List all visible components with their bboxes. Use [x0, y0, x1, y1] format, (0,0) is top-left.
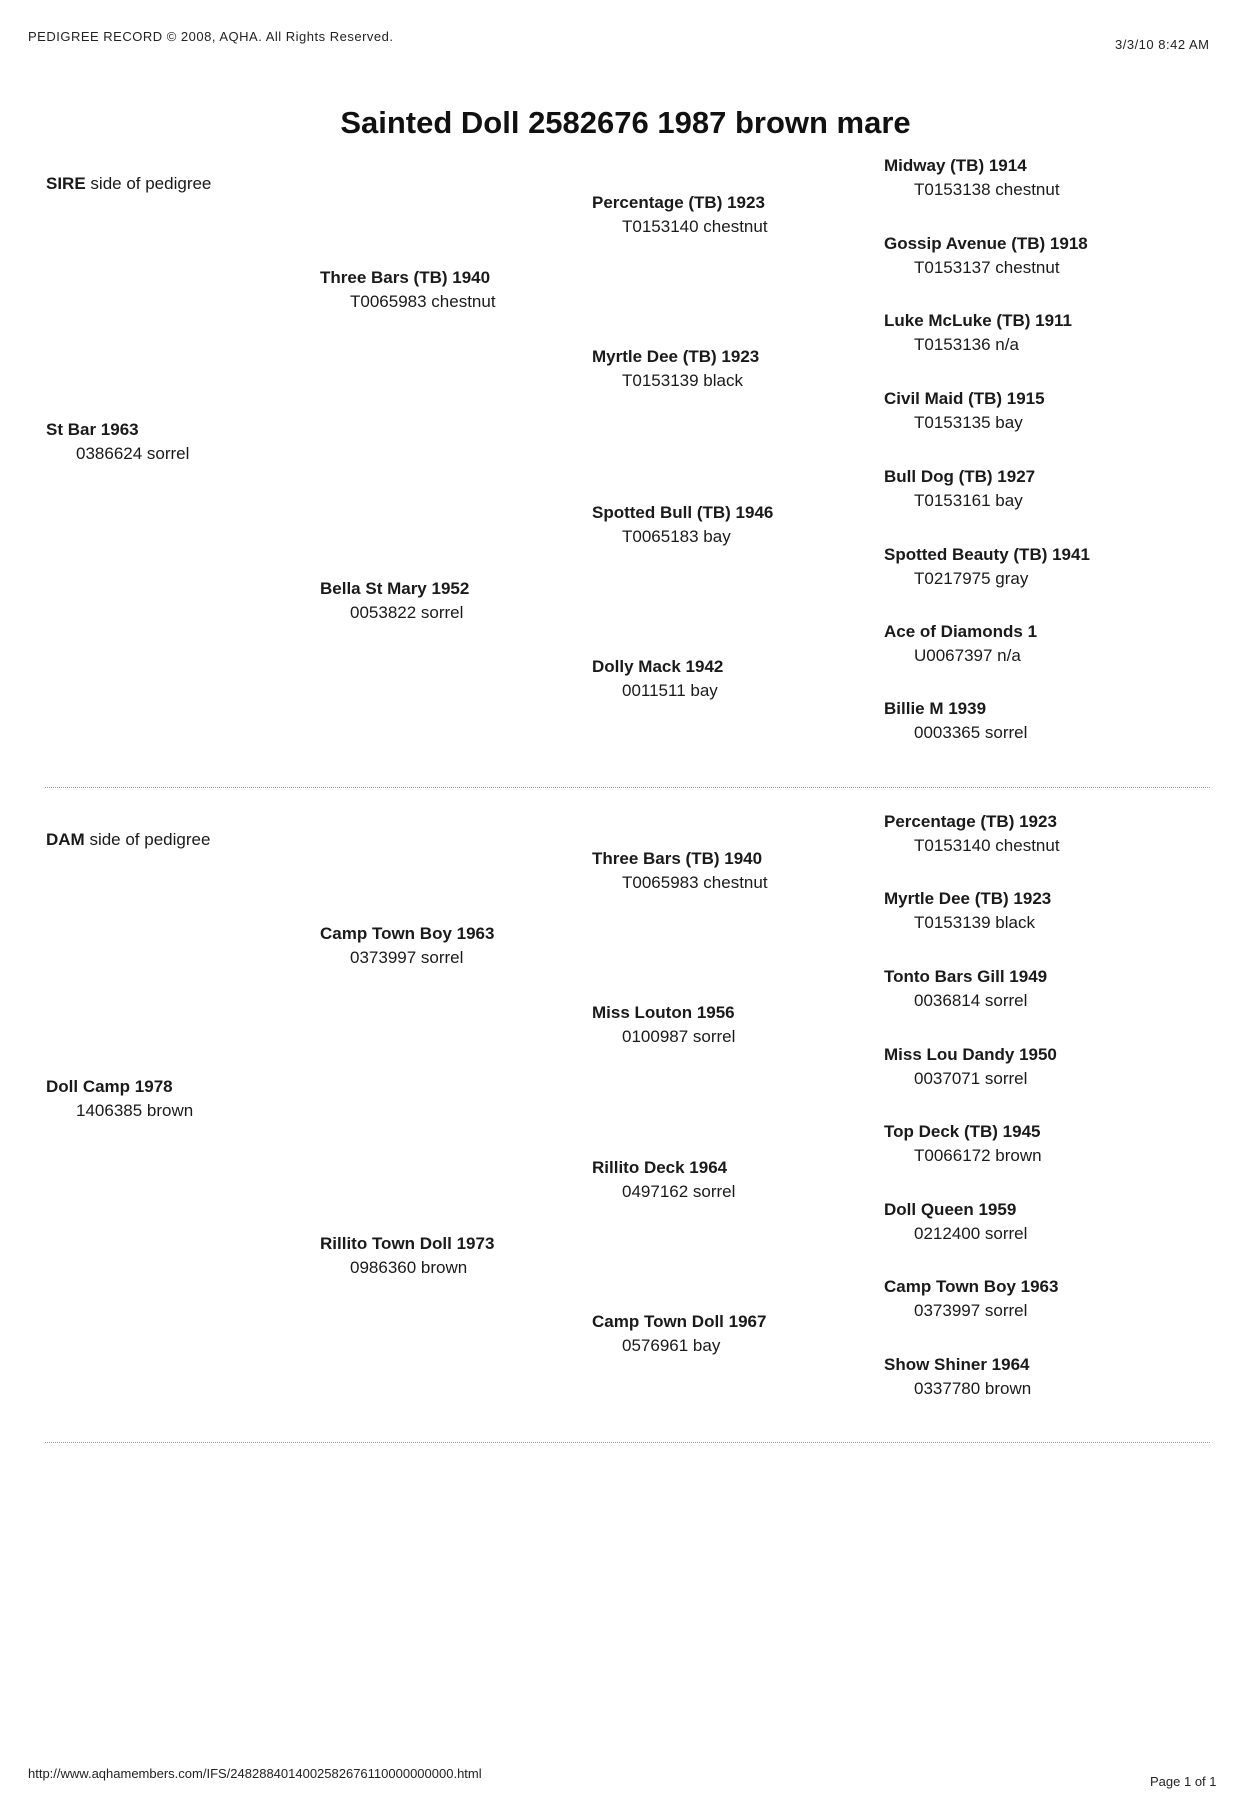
- horse-name: Show Shiner 1964: [884, 1355, 1030, 1374]
- horse-name: Spotted Bull (TB) 1946: [592, 503, 774, 522]
- horse-name: Percentage (TB) 1923: [884, 812, 1057, 831]
- sire-grandparent: [320, 577, 469, 625]
- horse-name: Doll Camp 1978: [46, 1077, 173, 1096]
- horse-reg: T0153140 chestnut: [622, 217, 768, 236]
- sire-grandparent: [320, 266, 496, 314]
- dam-gg-grandparent: [884, 1275, 1058, 1323]
- horse-reg: 0003365 sorrel: [914, 723, 1028, 742]
- sire-great-grandparent: [592, 345, 759, 393]
- sire-great-grandparent: [592, 191, 768, 239]
- horse-name: Billie M 1939: [884, 699, 987, 718]
- horse-name: Camp Town Boy 1963: [320, 924, 495, 943]
- horse-reg: T0153139 black: [622, 371, 743, 390]
- horse-reg: T0153139 black: [914, 913, 1035, 932]
- horse-reg: 0053822 sorrel: [350, 603, 464, 622]
- dam-gg-grandparent: [884, 965, 1047, 1013]
- horse-name: Miss Lou Dandy 1950: [884, 1045, 1057, 1064]
- horse-name: Luke McLuke (TB) 1911: [884, 311, 1073, 330]
- horse-name: Bull Dog (TB) 1927: [884, 467, 1036, 486]
- horse-reg: T0153140 chestnut: [914, 836, 1060, 855]
- horse-name: Ace of Diamonds 1: [884, 622, 1038, 641]
- dam-gg-grandparent: [884, 810, 1060, 858]
- horse-reg: 0011511 bay: [622, 681, 718, 700]
- horse-name: Camp Town Boy 1963: [884, 1277, 1059, 1296]
- dam-gg-grandparent: [884, 1120, 1042, 1168]
- section-divider: [45, 787, 1210, 788]
- horse-reg: 0386624 sorrel: [76, 444, 190, 463]
- dam-great-grandparent: [592, 847, 768, 895]
- dam-label-rest: side of pedigree: [84, 830, 211, 849]
- sire-gg-grandparent: [884, 697, 1027, 745]
- horse-name: Dolly Mack 1942: [592, 657, 724, 676]
- dam-great-grandparent: [592, 1310, 766, 1358]
- sire-gg-grandparent: [884, 387, 1045, 435]
- dam-grandparent: [320, 1232, 494, 1280]
- horse-reg: T0065983 chestnut: [350, 292, 496, 311]
- horse-reg: 0576961 bay: [622, 1336, 721, 1355]
- section-divider: [45, 1442, 1210, 1443]
- dam-gg-grandparent: [884, 1353, 1031, 1401]
- horse-reg: 0036814 sorrel: [914, 991, 1028, 1010]
- sire-gg-grandparent: [884, 543, 1090, 591]
- horse-reg: 0373997 sorrel: [350, 948, 464, 967]
- dam-side-label: [46, 830, 210, 850]
- horse-reg: 0037071 sorrel: [914, 1069, 1028, 1088]
- copyright-header: PEDIGREE RECORD © 2008, AQHA. All Rights Reserved.: [28, 29, 394, 44]
- horse-name: St Bar 1963: [46, 420, 139, 439]
- horse-reg: T0153161 bay: [914, 491, 1023, 510]
- horse-name: Top Deck (TB) 1945: [884, 1122, 1041, 1141]
- horse-reg: 0986360 brown: [350, 1258, 468, 1277]
- page-title: Sainted Doll 2582676 1987 brown mare: [340, 105, 911, 140]
- horse-name: Civil Maid (TB) 1915: [884, 389, 1045, 408]
- horse-name: Percentage (TB) 1923: [592, 193, 765, 212]
- print-datetime: 3/3/10 8:42 AM: [1115, 37, 1210, 52]
- horse-name: Miss Louton 1956: [592, 1003, 735, 1022]
- sire-gg-grandparent: [884, 309, 1072, 357]
- horse-reg: 0337780 brown: [914, 1379, 1032, 1398]
- horse-reg: T0153136 n/a: [914, 335, 1019, 354]
- horse-reg: T0217975 gray: [914, 569, 1029, 588]
- dam-gg-grandparent: [884, 1198, 1027, 1246]
- horse-reg: U0067397 n/a: [914, 646, 1021, 665]
- sire-gg-grandparent: [884, 620, 1037, 668]
- horse-name: Myrtle Dee (TB) 1923: [592, 347, 760, 366]
- horse-name: Gossip Avenue (TB) 1918: [884, 234, 1088, 253]
- sire-great-grandparent: [592, 655, 723, 703]
- sire-great-grandparent: [592, 501, 773, 549]
- sire-gg-grandparent: [884, 465, 1035, 513]
- sire-label-bold: SIRE: [46, 174, 86, 193]
- sire-side-label: [46, 174, 211, 194]
- horse-reg: 0212400 sorrel: [914, 1224, 1028, 1243]
- horse-reg: 0100987 sorrel: [622, 1027, 736, 1046]
- horse-name: Spotted Beauty (TB) 1941: [884, 545, 1090, 564]
- dam-grandparent: [320, 922, 494, 970]
- dam-great-grandparent: [592, 1156, 735, 1204]
- horse-name: Three Bars (TB) 1940: [320, 268, 491, 287]
- dam-gg-grandparent: [884, 887, 1051, 935]
- horse-name: Midway (TB) 1914: [884, 156, 1027, 175]
- horse-name: Rillito Town Doll 1973: [320, 1234, 495, 1253]
- horse-name: Camp Town Doll 1967: [592, 1312, 767, 1331]
- dam-gg-grandparent: [884, 1043, 1057, 1091]
- dam-label-bold: DAM: [46, 830, 85, 849]
- horse-reg: T0153138 chestnut: [914, 180, 1060, 199]
- horse-reg: T0065183 bay: [622, 527, 731, 546]
- source-url: http://www.aqhamembers.com/IFS/2482884014002582676110000000000.html: [28, 1766, 482, 1781]
- horse-reg: T0066172 brown: [914, 1146, 1042, 1165]
- horse-reg: 1406385 brown: [76, 1101, 194, 1120]
- horse-name: Rillito Deck 1964: [592, 1158, 728, 1177]
- horse-reg: 0497162 sorrel: [622, 1182, 736, 1201]
- dam-parent: [46, 1075, 193, 1123]
- sire-parent: [46, 418, 189, 466]
- horse-reg: T0153135 bay: [914, 413, 1023, 432]
- horse-name: Three Bars (TB) 1940: [592, 849, 763, 868]
- horse-name: Myrtle Dee (TB) 1923: [884, 889, 1052, 908]
- sire-gg-grandparent: [884, 232, 1088, 280]
- horse-reg: 0373997 sorrel: [914, 1301, 1028, 1320]
- horse-name: Doll Queen 1959: [884, 1200, 1017, 1219]
- page-number: Page 1 of 1: [1150, 1774, 1217, 1789]
- sire-label-rest: side of pedigree: [85, 174, 212, 193]
- horse-name: Bella St Mary 1952: [320, 579, 470, 598]
- horse-reg: T0065983 chestnut: [622, 873, 768, 892]
- sire-gg-grandparent: [884, 154, 1060, 202]
- horse-name: Tonto Bars Gill 1949: [884, 967, 1048, 986]
- horse-reg: T0153137 chestnut: [914, 258, 1060, 277]
- dam-great-grandparent: [592, 1001, 735, 1049]
